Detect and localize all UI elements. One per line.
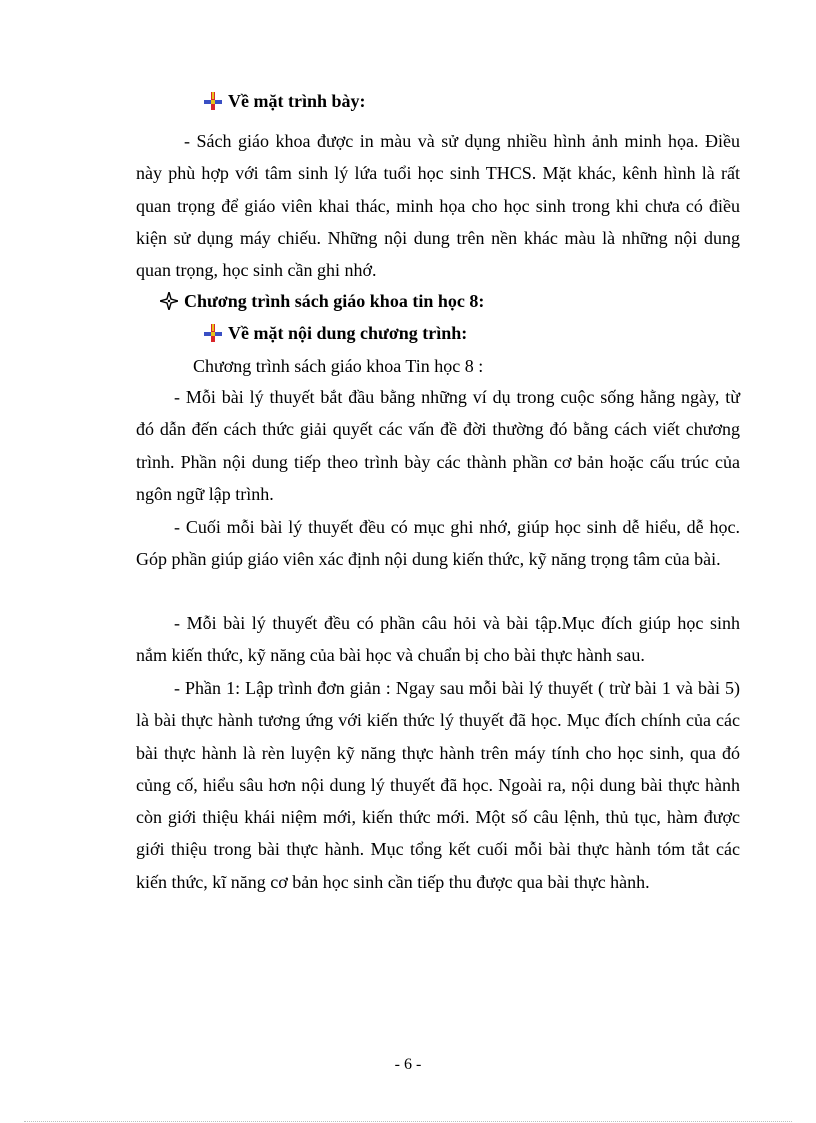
intro-line: Chương trình sách giáo khoa Tin học 8 : — [193, 356, 484, 376]
bottom-divider — [24, 1121, 792, 1122]
colored-cross-bullet-icon — [204, 91, 222, 117]
paragraph-presentation: - Sách giáo khoa được in màu và sử dụng nhiều hình ảnh minh họa. Điều này phù hợp với tâm sinh lý lứa tuổi học sinh THCS. Mặt khác, kênh hình là rất quan trọng để giáo viên khai thác, minh họa cho học sinh trong khi chưa có điều kiện sử dụng máy chiếu. Những nội dung trên nền khác màu là những nội dung quan trọng, học sinh cần ghi nhớ. — [136, 131, 740, 281]
heading-content-text: Về mặt nội dung chương trình: — [228, 323, 468, 343]
colored-cross-bullet-icon — [204, 323, 222, 349]
paragraph-3: - Mỗi bài lý thuyết đều có phần câu hỏi và bài tập.Mục đích giúp học sinh nắm kiến thức, kỹ năng của bài học và chuẩn bị cho bài thực hành sau. — [136, 613, 740, 666]
heading-program-text: Chương trình sách giáo khoa tin học 8: — [184, 291, 485, 311]
diamond-bullet-icon — [160, 291, 178, 317]
page-number: - 6 - — [394, 1056, 422, 1073]
heading-program — [160, 288, 484, 317]
paragraph-1: - Mỗi bài lý thuyết bắt đầu bằng những ví dụ trong cuộc sống hằng ngày, từ đó dẫn đến cách thức giải quyết các vấn đề đời thường đó bằng cách viết chương trình. Phần nội dung tiếp theo trình bày các thành phần cơ bản hoặc cấu trúc của ngôn ngữ lập trình. — [136, 387, 740, 504]
paragraph-4: - Phần 1: Lập trình đơn giản : Ngay sau mỗi bài lý thuyết ( trừ bài 1 và bài 5) là bài thực hành tương ứng với kiến thức lý thuyết đã học. Mục đích chính của các bài thực hành là rèn luyện kỹ năng thực hành trên máy tính cho học sinh, qua đó củng cố, hiểu sâu hơn nội dung lý thuyết đã học. Ngoài ra, nội dung bài thực hành còn giới thiệu khái niệm mới, kiến thức mới. Một số câu lệnh, thủ tục, hàm được giới thiệu trong bài thực hành. Mục tổng kết cuối mỗi bài thực hành tóm tắt các kiến thức, kĩ năng cơ bản học sinh cần tiếp thu được qua bài thực hành. — [136, 678, 740, 892]
paragraph-2: - Cuối mỗi bài lý thuyết đều có mục ghi nhớ, giúp học sinh dễ hiểu, dễ học. Góp phần giúp giáo viên xác định nội dung kiến thức, kỹ năng trọng tâm của bài. — [136, 517, 740, 570]
heading-content — [204, 320, 467, 349]
heading-presentation — [204, 88, 366, 117]
heading-presentation-text: Về mặt trình bày: — [228, 91, 366, 111]
